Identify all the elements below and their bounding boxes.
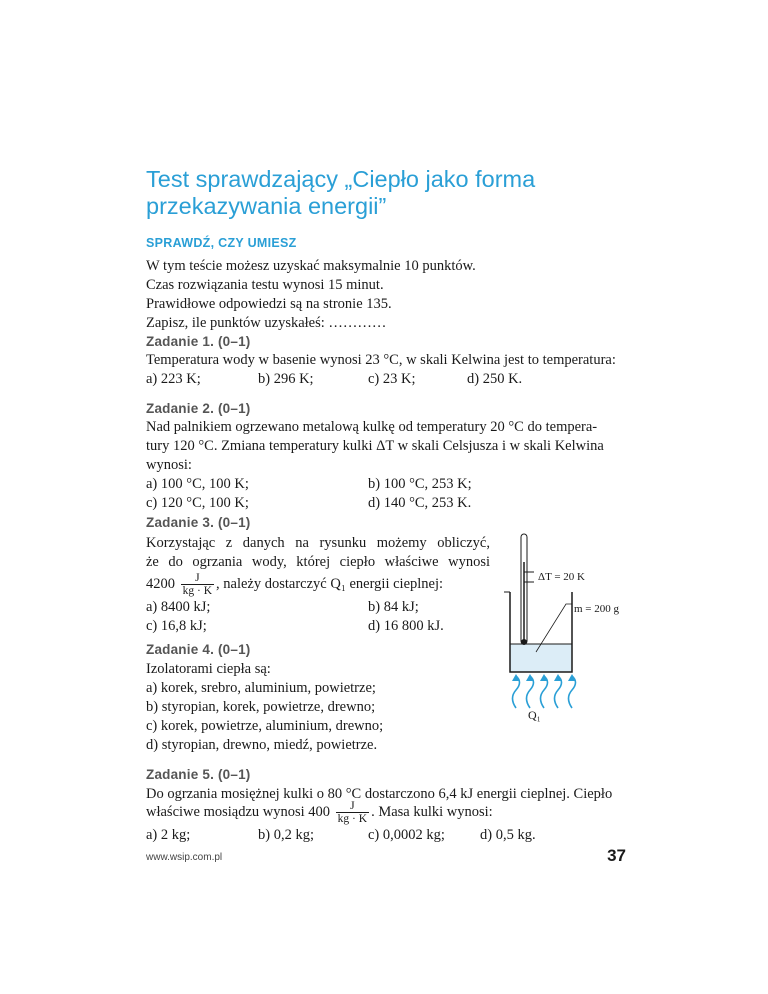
task-1-option-b: b) 296 K;	[258, 371, 314, 387]
arrowhead	[512, 674, 520, 681]
task-1-option-c: c) 23 K;	[368, 371, 416, 387]
task-4-option-a: a) korek, srebro, aluminium, powietrze;	[146, 680, 376, 696]
task-5-option-b: b) 0,2 kg;	[258, 827, 314, 843]
task-2-title: Zadanie 2. (0–1)	[146, 401, 251, 416]
intro-line: Zapisz, ile punktów uzyskałeś: …………	[146, 315, 387, 331]
unit-fraction	[336, 800, 369, 825]
task-1-option-a: a) 223 K;	[146, 371, 201, 387]
thermometer-bulb	[521, 639, 527, 645]
page-title-line-1: Test sprawdzający „Ciepło jako forma	[146, 166, 536, 192]
task-2-option-c: c) 120 °C, 100 K;	[146, 495, 249, 511]
task-3-text-tail: , należy dostarczyć Q₁ energii cieplnej:	[216, 575, 444, 592]
task-1-title: Zadanie 1. (0–1)	[146, 334, 251, 349]
unit-numerator: J	[336, 800, 369, 813]
arrowhead	[526, 674, 534, 681]
unit-numerator: J	[181, 572, 214, 585]
page-title	[146, 166, 626, 220]
task-3-option-a: a) 8400 kJ;	[146, 599, 211, 615]
task-5-title: Zadanie 5. (0–1)	[146, 767, 251, 782]
heat-label: Q₁	[528, 708, 541, 722]
intro-line: Prawidłowe odpowiedzi są na stronie 135.	[146, 296, 392, 312]
task-1-option-d: d) 250 K.	[467, 371, 523, 387]
heat-arrowheads	[512, 674, 576, 681]
task-3-text-line: że do ogrzania wody, której ciepło właściwe wynosi	[146, 554, 490, 570]
unit-denominator: kg · K	[337, 813, 368, 825]
task-4-title: Zadanie 4. (0–1)	[146, 642, 251, 657]
task-5-text-line	[146, 800, 493, 825]
mass-label: m = 200 g	[574, 603, 620, 615]
task-3-option-d: d) 16 800 kJ.	[368, 618, 444, 634]
task-4-intro: Izolatorami ciepła są:	[146, 661, 271, 677]
task-5-option-c: c) 0,0002 kg;	[368, 827, 445, 843]
task-3-title: Zadanie 3. (0–1)	[146, 515, 251, 530]
task-5-text-line: Do ogrzania mosiężnej kulki o 80 °C dostarczono 6,4 kJ energii cieplnej. Ciepło	[146, 786, 613, 802]
task-1-text: Temperatura wody w basenie wynosi 23 °C, w skali Kelwina jest to temperatura:	[146, 352, 616, 368]
water	[510, 644, 572, 672]
task-2-option-d: d) 140 °C, 253 K.	[368, 495, 472, 511]
task-5-option-a: a) 2 kg;	[146, 827, 191, 843]
task-2-text-line: tury 120 °C. Zmiana temperatury kulki ΔT w skali Celsjusza i w skali Kelwina	[146, 438, 604, 454]
task-5-text-tail: . Masa kulki wynosi:	[371, 803, 493, 820]
footer-url: www.wsip.com.pl	[146, 852, 223, 863]
page-number: 37	[607, 846, 626, 865]
arrowhead	[540, 674, 548, 681]
task-4-option-b: b) styropian, korek, powietrze, drewno;	[146, 699, 376, 715]
intro-line: Czas rozwiązania testu wynosi 15 minut.	[146, 277, 384, 293]
unit-denominator: kg · K	[182, 585, 213, 597]
delta-t-label: ΔT = 20 K	[538, 571, 585, 583]
unit-fraction	[181, 572, 214, 597]
brass-specific-heat: właściwe mosiądzu wynosi 400	[146, 803, 331, 820]
task-2-option-b: b) 100 °C, 253 K;	[368, 476, 472, 492]
task-4-option-d: d) styropian, drewno, miedź, powietrze.	[146, 737, 378, 753]
section-label: SPRAWDŹ, CZY UMIESZ	[146, 236, 297, 250]
task-5-option-d: d) 0,5 kg.	[480, 827, 536, 843]
task-3-text-line	[146, 572, 443, 597]
arrowhead	[568, 674, 576, 681]
task-3-option-b: b) 84 kJ;	[368, 599, 419, 615]
task-3-option-c: c) 16,8 kJ;	[146, 618, 207, 634]
page-title-line-2: przekazywania energii”	[146, 193, 387, 219]
task-3-text-line: Korzystając z danych na rysunku możemy obliczyć,	[146, 535, 490, 551]
specific-heat-value: 4200	[146, 575, 175, 592]
arrowhead	[554, 674, 562, 681]
beaker-illustration	[490, 532, 640, 724]
task-4-option-c: c) korek, powietrze, aluminium, drewno;	[146, 718, 384, 734]
task-2-option-a: a) 100 °C, 100 K;	[146, 476, 249, 492]
intro-block	[146, 257, 626, 333]
beaker-figure	[490, 532, 640, 724]
task-2-text-line: wynosi:	[146, 457, 192, 473]
task-2-text-line: Nad palnikiem ogrzewano metalową kulkę od temperatury 20 °C do tempera-	[146, 419, 598, 435]
intro-line: W tym teście możesz uzyskać maksymalnie 10 punktów.	[146, 258, 476, 274]
